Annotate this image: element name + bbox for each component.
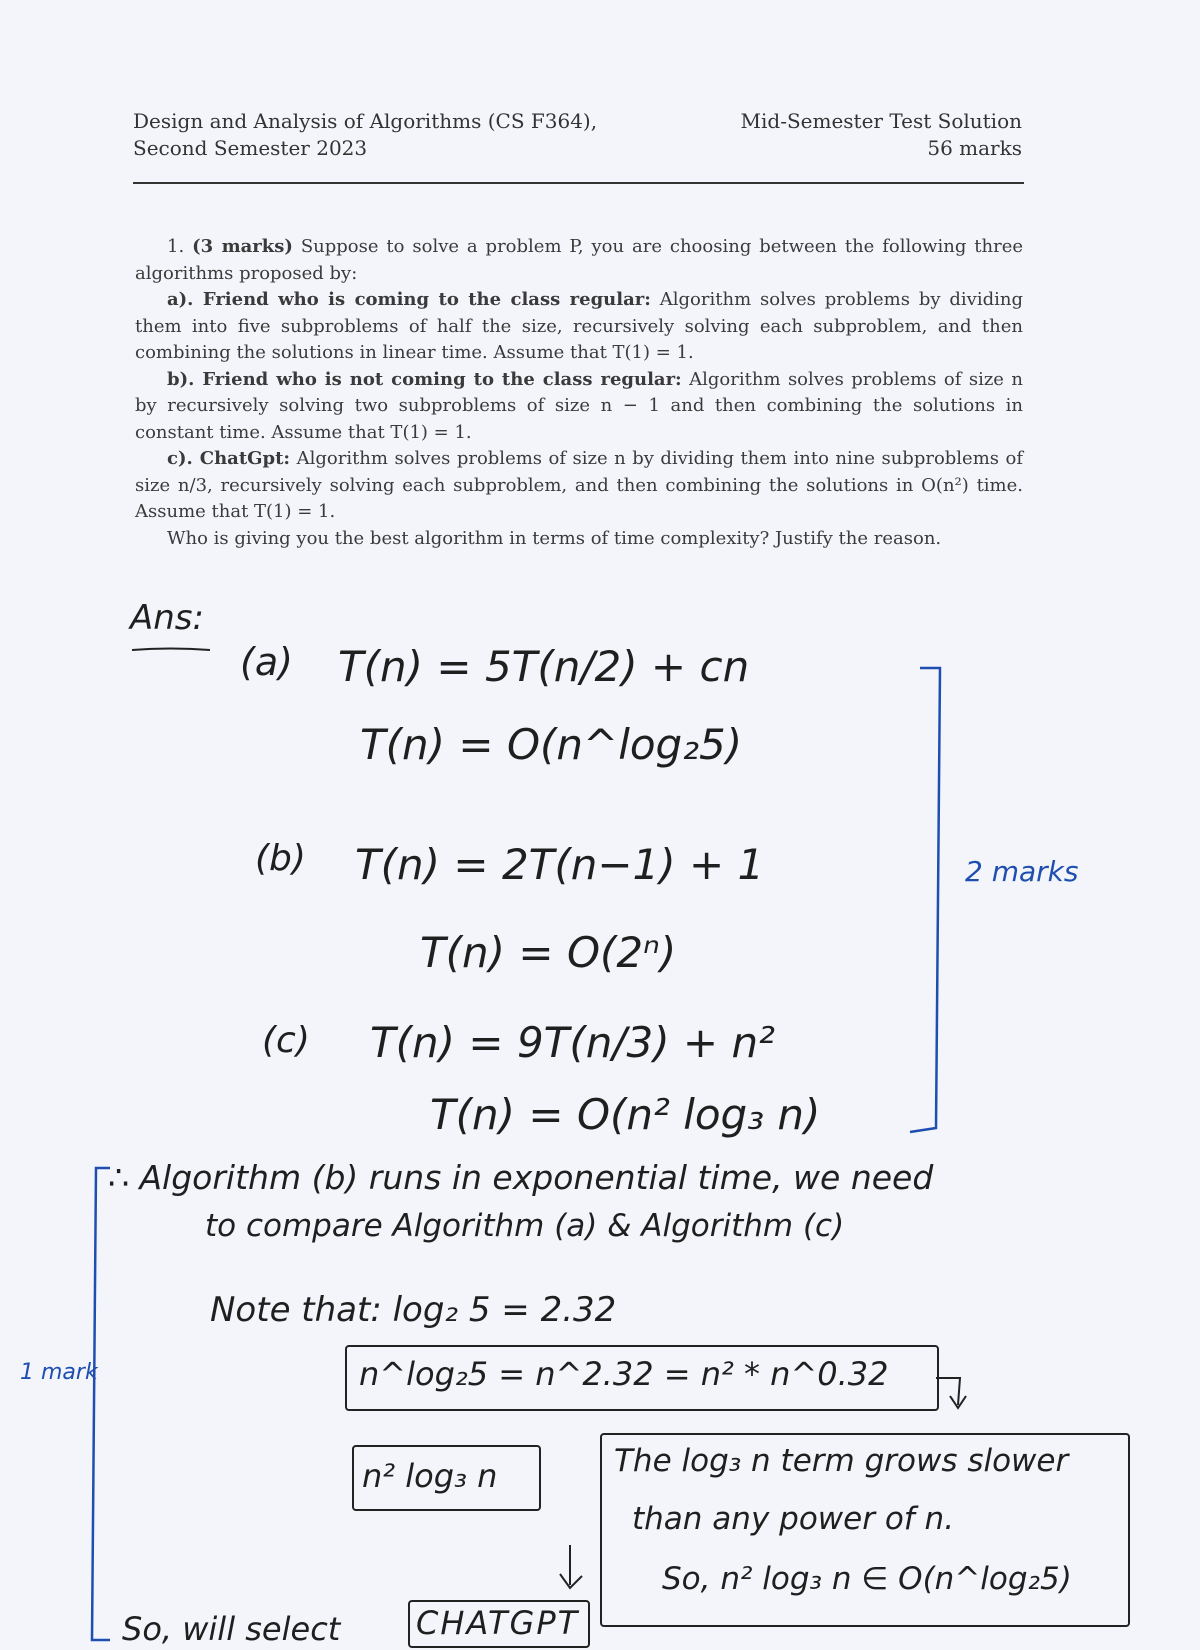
course-title: Design and Analysis of Algorithms (CS F364), (133, 109, 598, 133)
explanation-line-3: So, n² log₃ n ∈ O(n^log₂5) (662, 1561, 1072, 1597)
answer-b-solution: T(n) = O(2ⁿ) (420, 928, 677, 977)
answer-a-tag: (a) (240, 640, 293, 684)
option-a (135, 287, 1023, 367)
note-log: Note that: log₂ 5 = 2.32 (210, 1290, 617, 1330)
question-ask: Who is giving you the best algorithm in terms of time complexity? Justify the reason. (167, 527, 942, 549)
question-1 (135, 234, 1023, 552)
box-c-text: n² log₃ n (362, 1457, 498, 1495)
test-title: Mid-Semester Test Solution (740, 109, 1022, 133)
reason-line-2: to compare Algorithm (a) & Algorithm (c) (205, 1208, 845, 1244)
explanation-line-2: than any power of n. (632, 1501, 955, 1537)
answer-b-tag: (b) (255, 838, 306, 879)
answer-c-recurrence: T(n) = 9T(n/3) + n² (370, 1018, 775, 1067)
explanation-line-1: The log₃ n term grows slower (614, 1443, 1069, 1479)
two-marks-note: 2 marks (965, 855, 1079, 888)
one-mark-bracket (92, 1168, 110, 1640)
answer-a-solution: T(n) = O(n^log₂5) (360, 720, 743, 769)
answer-c-tag: (c) (262, 1020, 310, 1061)
question-intro-text: Suppose to solve a problem P, you are choosing between the following three algorithms proposed by: (135, 236, 1023, 284)
conclusion-text: So, will select (122, 1610, 341, 1648)
box-a-text: n^log₂5 = n^2.32 = n² * n^0.32 (359, 1355, 889, 1393)
two-marks-bracket (910, 668, 940, 1132)
answer-b-recurrence: T(n) = 2T(n−1) + 1 (355, 840, 765, 889)
option-a-label: a). Friend who is coming to the class regular: (167, 289, 651, 310)
option-a-text: Algorithm solves problems by dividing them into five subproblems of half the size, recursively solving each subproblem, and then combining the solutions in linear time. Assume that T(1) = 1. (135, 289, 1023, 363)
chosen-algorithm: CHATGPT (416, 1604, 580, 1642)
ans-underline (132, 649, 210, 651)
course-header (133, 108, 597, 162)
arrow-down-icon (936, 1378, 966, 1408)
semester: Second Semester 2023 (133, 136, 368, 160)
test-header (741, 108, 1022, 162)
header-rule (133, 182, 1024, 184)
question-number: 1. (167, 236, 185, 257)
reason-line-1: ∴ Algorithm (b) runs in exponential time, we need (108, 1158, 934, 1197)
comparison-box-a (345, 1345, 939, 1411)
option-c-label: c). ChatGpt: (167, 448, 291, 469)
option-b-text: Algorithm solves problems of size n by recursively solving two subproblems of size n − 1 and then combining the solutions in constant time. Assume that T(1) = 1. (135, 368, 1023, 443)
question-intro (135, 234, 1023, 287)
explanation-box (600, 1433, 1130, 1627)
option-b (135, 367, 1023, 447)
option-c (135, 446, 1023, 526)
option-b-label: b). Friend who is not coming to the class regular: (167, 368, 682, 390)
question-marks: (3 marks) (192, 236, 293, 257)
total-marks: 56 marks (927, 136, 1022, 160)
one-mark-note: 1 mark (20, 1360, 98, 1385)
answer-label: Ans: (130, 598, 204, 638)
comparison-box-c (352, 1445, 541, 1511)
answer-a-recurrence: T(n) = 5T(n/2) + cn (338, 642, 750, 691)
answer-c-solution: T(n) = O(n² log₃ n) (430, 1090, 821, 1139)
choice-box (408, 1600, 590, 1648)
option-c-text: Algorithm solves problems of size n by dividing them into nine subproblems of size n/3, recursively solving each subproblem, and then combining the solutions in O(n²) time. Assume that T(1) = 1. (135, 448, 1024, 522)
arrow-to-choice-icon (560, 1545, 582, 1588)
